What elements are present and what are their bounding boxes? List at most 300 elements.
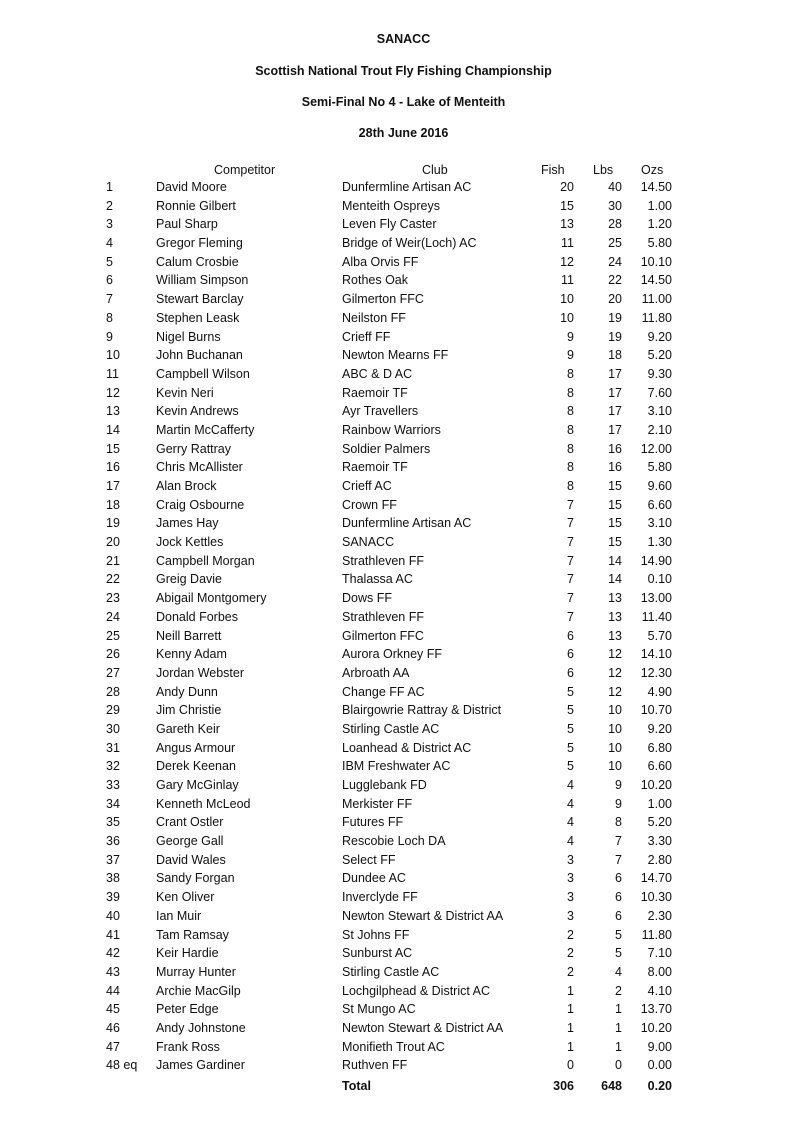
- lbs-cell: 18: [608, 348, 622, 363]
- position-cell: 47: [106, 1039, 120, 1054]
- ozs-cell: 1.30: [647, 535, 672, 550]
- lbs-cell: 28: [608, 217, 622, 232]
- position-cell: 48 eq: [106, 1058, 138, 1073]
- ozs-cell: 13.00: [640, 591, 672, 606]
- table-row: [0, 534, 807, 553]
- table-row: [0, 870, 807, 889]
- fish-cell: 7: [567, 609, 574, 624]
- position-cell: 30: [106, 721, 120, 736]
- fish-cell: 7: [567, 591, 574, 606]
- position-cell: 16: [106, 460, 120, 475]
- table-row: [0, 777, 807, 796]
- ozs-cell: 11.40: [641, 609, 672, 624]
- lbs-cell: 12: [608, 647, 622, 662]
- competitor-cell: Alan Brock: [156, 479, 217, 493]
- lbs-cell: 13: [608, 609, 622, 624]
- lbs-cell: 40: [608, 180, 622, 194]
- lbs-cell: 15: [608, 497, 622, 512]
- ozs-cell: 10.20: [640, 1020, 672, 1035]
- table-row: [0, 1057, 807, 1076]
- lbs-cell: 7: [615, 852, 622, 867]
- fish-cell: 5: [567, 703, 574, 718]
- fish-cell: 10: [560, 292, 574, 307]
- ozs-cell: 5.80: [647, 236, 672, 251]
- lbs-cell: 17: [608, 422, 622, 437]
- ozs-cell: 10.20: [640, 778, 672, 792]
- competitor-cell: Jock Kettles: [156, 535, 224, 550]
- lbs-cell: 16: [608, 460, 622, 475]
- total-ozs: 0.20: [647, 1079, 672, 1093]
- club-cell: Alba Orvis FF: [342, 254, 419, 269]
- position-cell: 29: [106, 703, 120, 718]
- table-row: [0, 235, 807, 254]
- table-row: [0, 628, 807, 647]
- table-row: [0, 366, 807, 385]
- fish-cell: 5: [567, 759, 574, 774]
- table-row: [0, 553, 807, 572]
- club-cell: Inverclyde FF: [342, 890, 418, 905]
- lbs-cell: 17: [608, 385, 622, 400]
- club-cell: Raemoir TF: [342, 460, 408, 475]
- fish-cell: 8: [567, 422, 574, 437]
- ozs-cell: 1.00: [647, 796, 672, 811]
- total-lbs: 648: [601, 1079, 622, 1093]
- ozs-cell: 9.20: [647, 721, 672, 736]
- ozs-cell: 7.60: [647, 385, 672, 400]
- position-cell: 14: [106, 422, 120, 437]
- club-cell: ABC & D AC: [342, 366, 413, 381]
- table-row: [0, 1039, 807, 1058]
- column-header-competitor: Competitor: [214, 163, 276, 177]
- ozs-cell: 6.60: [647, 759, 672, 774]
- fish-cell: 4: [567, 815, 574, 830]
- competitor-cell: Tam Ramsay: [156, 927, 229, 942]
- club-cell: Crieff FF: [342, 329, 391, 344]
- position-cell: 34: [106, 796, 120, 811]
- table-row: [0, 254, 807, 273]
- ozs-cell: 10.10: [640, 254, 672, 269]
- table-row: [0, 684, 807, 703]
- competitor-cell: Donald Forbes: [156, 609, 238, 624]
- fish-cell: 6: [567, 628, 574, 643]
- fish-cell: 8: [567, 479, 574, 493]
- ozs-cell: 9.60: [647, 479, 672, 493]
- club-cell: Gilmerton FFC: [342, 628, 424, 643]
- table-row: [0, 609, 807, 628]
- lbs-cell: 9: [615, 778, 622, 792]
- position-cell: 45: [106, 1002, 120, 1017]
- ozs-cell: 14.50: [640, 273, 672, 288]
- competitor-cell: Sandy Forgan: [156, 871, 235, 886]
- table-row: [0, 852, 807, 871]
- position-cell: 33: [106, 778, 120, 792]
- ozs-cell: 4.10: [647, 983, 672, 998]
- competitor-cell: Archie MacGilp: [156, 983, 241, 998]
- table-row: [0, 721, 807, 740]
- table-row: [0, 814, 807, 833]
- lbs-cell: 6: [615, 871, 622, 886]
- club-cell: Ayr Travellers: [342, 404, 419, 419]
- ozs-cell: 11.80: [641, 927, 672, 942]
- position-cell: 3: [106, 217, 113, 232]
- fish-cell: 11: [561, 273, 574, 288]
- table-row: [0, 497, 807, 516]
- competitor-cell: Frank Ross: [156, 1039, 220, 1054]
- fish-cell: 0: [567, 1058, 574, 1073]
- club-cell: Strathleven FF: [342, 553, 424, 568]
- competitor-cell: James Hay: [156, 516, 219, 531]
- competitor-cell: Greig Davie: [156, 572, 222, 587]
- club-cell: Leven Fly Caster: [342, 217, 437, 232]
- fish-cell: 12: [560, 254, 574, 269]
- table-row: [0, 1020, 807, 1039]
- club-cell: Arbroath AA: [342, 665, 410, 680]
- position-cell: 28: [106, 684, 120, 699]
- competitor-cell: Peter Edge: [156, 1002, 219, 1017]
- lbs-cell: 8: [615, 815, 622, 830]
- event-title: Semi-Final No 4 - Lake of Menteith: [301, 95, 506, 109]
- club-cell: Crown FF: [342, 497, 397, 512]
- position-cell: 25: [106, 628, 120, 643]
- position-cell: 18: [106, 497, 120, 512]
- ozs-cell: 9.00: [647, 1039, 672, 1054]
- competitor-cell: Angus Armour: [156, 740, 236, 755]
- table-row: [0, 385, 807, 404]
- ozs-cell: 13.70: [640, 1002, 672, 1017]
- lbs-cell: 13: [608, 591, 622, 606]
- competitor-cell: William Simpson: [156, 273, 249, 288]
- fish-cell: 5: [567, 740, 574, 755]
- competitor-cell: Nigel Burns: [156, 329, 221, 344]
- club-cell: Loanhead & District AC: [342, 740, 472, 755]
- club-cell: Newton Stewart & District AA: [342, 908, 504, 923]
- position-cell: 6: [106, 273, 113, 288]
- table-row: [0, 758, 807, 777]
- position-cell: 21: [106, 553, 120, 568]
- position-cell: 23: [106, 591, 120, 606]
- column-header-ozs: Ozs: [641, 163, 664, 177]
- lbs-cell: 19: [608, 310, 622, 325]
- lbs-cell: 2: [615, 983, 622, 998]
- competitor-cell: David Wales: [156, 852, 226, 867]
- total-fish: 306: [553, 1079, 574, 1093]
- table-row: [0, 833, 807, 852]
- table-row: [0, 403, 807, 422]
- position-cell: 46: [106, 1020, 120, 1035]
- position-cell: 4: [106, 236, 113, 251]
- competitor-cell: Craig Osbourne: [156, 497, 245, 512]
- fish-cell: 15: [560, 198, 574, 213]
- lbs-cell: 14: [608, 572, 622, 587]
- club-cell: Newton Mearns FF: [342, 348, 449, 363]
- competitor-cell: Gareth Keir: [156, 721, 220, 736]
- position-cell: 38: [106, 871, 120, 886]
- competitor-cell: Abigail Montgomery: [156, 591, 267, 606]
- competitor-cell: Paul Sharp: [156, 217, 218, 232]
- fish-cell: 3: [567, 890, 574, 905]
- lbs-cell: 1: [615, 1020, 622, 1035]
- club-cell: Thalassa AC: [342, 572, 413, 587]
- competitor-cell: Calum Crosbie: [156, 254, 239, 269]
- club-cell: Sunburst AC: [342, 946, 413, 961]
- fish-cell: 3: [567, 852, 574, 867]
- position-cell: 10: [106, 348, 120, 363]
- fish-cell: 2: [567, 964, 574, 979]
- club-cell: Futures FF: [342, 815, 404, 830]
- club-cell: Lugglebank FD: [342, 778, 427, 792]
- fish-cell: 8: [567, 366, 574, 381]
- lbs-cell: 22: [608, 273, 622, 288]
- fish-cell: 2: [567, 927, 574, 942]
- competitor-cell: Gary McGinlay: [156, 778, 239, 792]
- table-row: [0, 983, 807, 1002]
- fish-cell: 7: [567, 572, 574, 587]
- club-cell: Newton Stewart & District AA: [342, 1020, 504, 1035]
- lbs-cell: 15: [608, 535, 622, 550]
- lbs-cell: 6: [615, 890, 622, 905]
- table-row: [0, 459, 807, 478]
- club-cell: Rescobie Loch DA: [342, 834, 446, 849]
- club-cell: Dunfermline Artisan AC: [342, 180, 472, 194]
- table-row: [0, 646, 807, 665]
- fish-cell: 1: [567, 1002, 574, 1017]
- fish-cell: 7: [567, 553, 574, 568]
- lbs-cell: 12: [608, 665, 622, 680]
- position-cell: 11: [106, 366, 119, 381]
- lbs-cell: 15: [608, 516, 622, 531]
- position-cell: 17: [106, 479, 120, 493]
- club-cell: Blairgowrie Rattray & District: [342, 703, 502, 718]
- competitor-cell: Kevin Neri: [156, 385, 214, 400]
- club-cell: IBM Freshwater AC: [342, 759, 451, 774]
- event-date: 28th June 2016: [358, 126, 449, 140]
- position-cell: 37: [106, 852, 120, 867]
- ozs-cell: 6.80: [647, 740, 672, 755]
- position-cell: 43: [106, 964, 120, 979]
- competitor-cell: Chris McAllister: [156, 460, 243, 475]
- lbs-cell: 10: [608, 721, 622, 736]
- position-cell: 26: [106, 647, 120, 662]
- ozs-cell: 5.80: [647, 460, 672, 475]
- fish-cell: 8: [567, 460, 574, 475]
- club-cell: St Johns FF: [342, 927, 410, 942]
- ozs-cell: 12.00: [640, 441, 672, 456]
- competitor-cell: Gerry Rattray: [156, 441, 232, 456]
- position-cell: 7: [106, 292, 113, 307]
- table-row: [0, 665, 807, 684]
- ozs-cell: 3.10: [647, 404, 672, 419]
- club-cell: Stirling Castle AC: [342, 721, 440, 736]
- position-cell: 36: [106, 834, 120, 849]
- fish-cell: 10: [560, 310, 574, 325]
- lbs-cell: 16: [608, 441, 622, 456]
- fish-cell: 11: [561, 236, 574, 251]
- position-cell: 15: [106, 441, 120, 456]
- club-cell: Dunfermline Artisan AC: [342, 516, 472, 531]
- position-cell: 32: [106, 759, 120, 774]
- ozs-cell: 12.30: [640, 665, 672, 680]
- ozs-cell: 9.30: [647, 366, 672, 381]
- club-cell: Gilmerton FFC: [342, 292, 424, 307]
- fish-cell: 20: [560, 180, 574, 194]
- lbs-cell: 14: [608, 553, 622, 568]
- table-row: [0, 945, 807, 964]
- club-cell: Change FF AC: [342, 684, 425, 699]
- table-row: [0, 964, 807, 983]
- competitor-cell: John Buchanan: [156, 348, 243, 363]
- position-cell: 42: [106, 946, 120, 961]
- competitor-cell: Murray Hunter: [156, 964, 236, 979]
- table-row: [0, 908, 807, 927]
- column-header-club: Club: [422, 163, 448, 177]
- table-row: [0, 441, 807, 460]
- table-row: [0, 740, 807, 759]
- position-cell: 44: [106, 983, 120, 998]
- position-cell: 9: [106, 329, 113, 344]
- table-row: [0, 571, 807, 590]
- club-cell: Rothes Oak: [342, 273, 409, 288]
- ozs-cell: 3.30: [647, 834, 672, 849]
- competitor-cell: Kenneth McLeod: [156, 796, 251, 811]
- position-cell: 41: [106, 927, 120, 942]
- club-cell: Menteith Ospreys: [342, 198, 440, 213]
- competitor-cell: Ken Oliver: [156, 890, 215, 905]
- fish-cell: 1: [567, 983, 574, 998]
- ozs-cell: 9.20: [647, 329, 672, 344]
- lbs-cell: 13: [608, 628, 622, 643]
- lbs-cell: 5: [615, 946, 622, 961]
- club-cell: Strathleven FF: [342, 609, 424, 624]
- fish-cell: 1: [567, 1039, 574, 1054]
- ozs-cell: 14.70: [640, 871, 672, 886]
- competitor-cell: Campbell Wilson: [156, 366, 250, 381]
- lbs-cell: 1: [615, 1002, 622, 1017]
- column-header-lbs: Lbs: [593, 163, 614, 177]
- club-cell: Lochgilphead & District AC: [342, 983, 490, 998]
- club-cell: Dundee AC: [342, 871, 406, 886]
- lbs-cell: 24: [608, 254, 622, 269]
- club-cell: Crieff AC: [342, 479, 392, 493]
- lbs-cell: 30: [608, 198, 622, 213]
- fish-cell: 8: [567, 441, 574, 456]
- fish-cell: 6: [567, 665, 574, 680]
- ozs-cell: 11.00: [641, 292, 672, 307]
- position-cell: 5: [106, 254, 113, 269]
- position-cell: 13: [106, 404, 120, 419]
- fish-cell: 4: [567, 834, 574, 849]
- competitor-cell: Stewart Barclay: [156, 292, 244, 307]
- table-row: [0, 329, 807, 348]
- lbs-cell: 12: [608, 684, 622, 699]
- position-cell: 2: [106, 198, 113, 213]
- ozs-cell: 2.10: [647, 422, 672, 437]
- club-cell: Rainbow Warriors: [342, 422, 441, 437]
- competitor-cell: Stephen Leask: [156, 310, 240, 325]
- ozs-cell: 3.10: [647, 516, 672, 531]
- club-cell: SANACC: [342, 535, 395, 550]
- total-label: Total: [342, 1079, 371, 1093]
- ozs-cell: 6.60: [647, 497, 672, 512]
- competitor-cell: David Moore: [156, 180, 227, 194]
- club-cell: Stirling Castle AC: [342, 964, 440, 979]
- position-cell: 22: [106, 572, 120, 587]
- table-row: [0, 347, 807, 366]
- table-row: [0, 291, 807, 310]
- fish-cell: 3: [567, 871, 574, 886]
- column-header-fish: Fish: [541, 163, 565, 177]
- ozs-cell: 11.80: [641, 310, 672, 325]
- lbs-cell: 10: [608, 740, 622, 755]
- lbs-cell: 25: [608, 236, 622, 251]
- position-cell: 1: [106, 180, 113, 194]
- ozs-cell: 4.90: [647, 684, 672, 699]
- lbs-cell: 17: [608, 366, 622, 381]
- position-cell: 39: [106, 890, 120, 905]
- lbs-cell: 20: [608, 292, 622, 307]
- ozs-cell: 0.00: [647, 1058, 672, 1073]
- competitor-cell: Campbell Morgan: [156, 553, 255, 568]
- position-cell: 20: [106, 535, 120, 550]
- competitor-cell: Ronnie Gilbert: [156, 198, 236, 213]
- fish-cell: 5: [567, 721, 574, 736]
- ozs-cell: 8.00: [647, 964, 672, 979]
- lbs-cell: 0: [615, 1058, 622, 1073]
- lbs-cell: 10: [608, 759, 622, 774]
- club-cell: Merkister FF: [342, 796, 413, 811]
- club-cell: St Mungo AC: [342, 1002, 416, 1017]
- fish-cell: 9: [567, 329, 574, 344]
- ozs-cell: 2.80: [647, 852, 672, 867]
- ozs-cell: 2.30: [647, 908, 672, 923]
- ozs-cell: 5.70: [647, 628, 672, 643]
- competitor-cell: Ian Muir: [156, 908, 202, 923]
- club-cell: Soldier Palmers: [342, 441, 431, 456]
- org-heading: SANACC: [376, 32, 431, 46]
- ozs-cell: 14.10: [640, 647, 672, 662]
- competitor-cell: Kenny Adam: [156, 647, 227, 662]
- position-cell: 40: [106, 908, 120, 923]
- lbs-cell: 5: [615, 927, 622, 942]
- fish-cell: 4: [567, 796, 574, 811]
- club-cell: Raemoir TF: [342, 385, 408, 400]
- lbs-cell: 4: [615, 964, 622, 979]
- position-cell: 31: [106, 740, 120, 755]
- club-cell: Ruthven FF: [342, 1058, 408, 1073]
- table-row: [0, 796, 807, 815]
- lbs-cell: 6: [615, 908, 622, 923]
- competitor-cell: Crant Ostler: [156, 815, 224, 830]
- club-cell: Monifieth Trout AC: [342, 1039, 445, 1054]
- fish-cell: 7: [567, 497, 574, 512]
- ozs-cell: 10.30: [640, 890, 672, 905]
- fish-cell: 9: [567, 348, 574, 363]
- table-row: [0, 216, 807, 235]
- table-row: [0, 1001, 807, 1020]
- fish-cell: 13: [560, 217, 574, 232]
- competitor-cell: Neill Barrett: [156, 628, 222, 643]
- competitor-cell: Martin McCafferty: [156, 422, 255, 437]
- fish-cell: 8: [567, 404, 574, 419]
- fish-cell: 2: [567, 946, 574, 961]
- ozs-cell: 14.90: [640, 553, 672, 568]
- club-cell: Dows FF: [342, 591, 392, 606]
- fish-cell: 5: [567, 684, 574, 699]
- competitor-cell: Kevin Andrews: [156, 404, 239, 419]
- ozs-cell: 7.10: [647, 946, 672, 961]
- ozs-cell: 10.70: [640, 703, 672, 718]
- table-row: [0, 515, 807, 534]
- lbs-cell: 19: [608, 329, 622, 344]
